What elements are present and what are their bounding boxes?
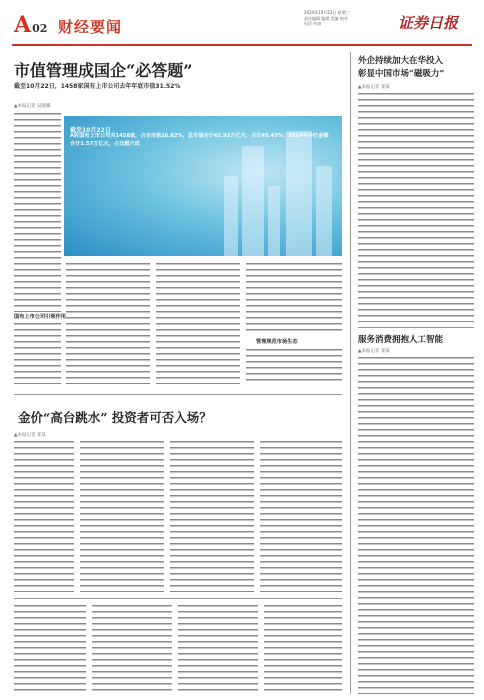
lead-column-2 (66, 262, 150, 384)
section-title: 财经要闻 (58, 18, 123, 36)
column-separator (350, 52, 351, 694)
gold-byline: ▲本报记者 某某 (14, 433, 46, 438)
bottom-column-3 (178, 604, 258, 694)
header-meta (304, 10, 350, 27)
gold-column-2 (80, 440, 164, 592)
skyline-building (224, 176, 238, 256)
right-byline-1: ▲本报记者 某某 (358, 85, 390, 90)
section-divider (14, 598, 342, 599)
lead-column-1 (14, 112, 61, 312)
page-number (14, 12, 47, 38)
lead-byline: ▲本报记者 吴晓璐 (14, 104, 51, 109)
meta-line: 电话 传真 (304, 21, 322, 26)
newspaper-logo: 证券日报 (398, 14, 459, 32)
bottom-column-1 (14, 604, 86, 694)
meta-line: 责任编辑 编辑 美编 校对 (304, 15, 348, 21)
meta-line: 2024年10月23日 星期三 (304, 10, 350, 15)
bottom-column-2 (92, 604, 172, 694)
skyline-building (286, 131, 312, 256)
page-suffix: 02 (32, 22, 48, 35)
skyline-building (316, 166, 332, 256)
gold-column-4 (260, 440, 342, 592)
right-column-1 (358, 92, 474, 322)
gold-headline: 金价“高台跳水” 投资者可否入场？ (18, 410, 212, 425)
page-header (0, 0, 484, 46)
skyline-building (242, 146, 264, 256)
gold-column-3 (170, 440, 254, 592)
lead-subhead: 截至10月22日，1458家国有上市公司去年年底市值31.52% (14, 83, 181, 90)
right-divider (358, 327, 474, 328)
right-title-1a: 外企持续加大在华投入 (358, 56, 444, 66)
lead-subtitle: 国有上市公司引领作用 (14, 314, 66, 320)
right-column-2 (358, 356, 474, 694)
lead-subtitle-2: 管理规范市场生态 (256, 339, 298, 345)
bottom-column-4 (264, 604, 342, 694)
header-rule (12, 44, 472, 46)
lead-column-1b (14, 322, 61, 384)
section-divider (14, 394, 342, 395)
lead-column-4 (246, 262, 342, 334)
right-byline-2: ▲本报记者 某某 (358, 349, 390, 354)
right-title-2: 服务消费拥抱人工智能 (358, 335, 444, 345)
lead-column-3 (156, 262, 240, 384)
skyline-building (268, 186, 280, 256)
lead-headline: 市值管理成国企“必答题” (14, 61, 193, 80)
right-title-1b: 彰显中国市场“磁吸力” (358, 69, 445, 79)
gold-column-1 (14, 440, 74, 592)
page-letter: A (14, 12, 32, 38)
graphic-title: 截至10月22日 (70, 127, 111, 134)
graphic-text: A股国有上市公司共1458家，占全市场26.82%，总市值合计42.92万亿元，占比45.43%；2024年分红金额合计1.57万亿元，占比超六成 (70, 133, 329, 147)
lead-column-4b (246, 348, 342, 384)
